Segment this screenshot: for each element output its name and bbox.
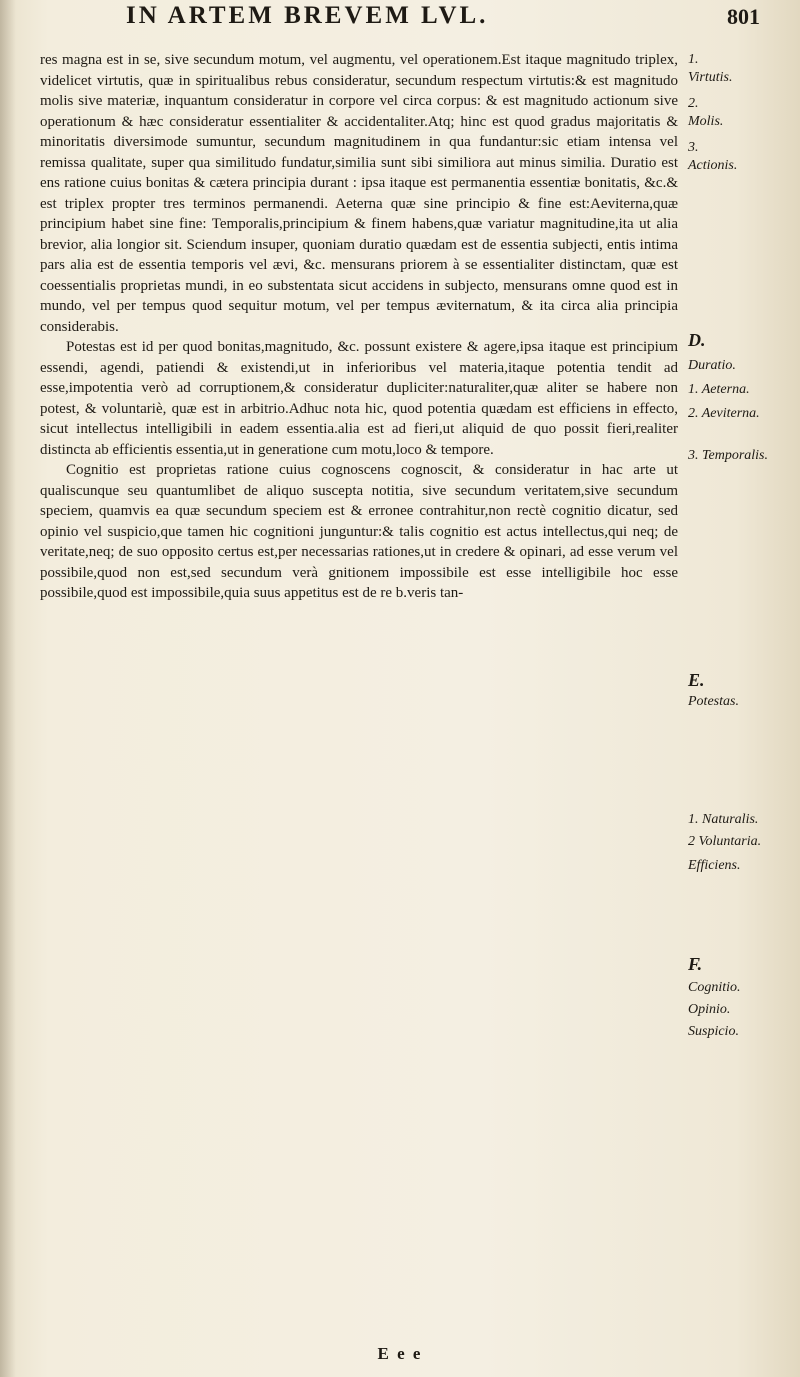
margin-note-aeviterna: 2. Aeviterna. [688, 406, 760, 421]
margin-note-suspicio: Suspicio. [688, 1024, 739, 1039]
margin-note-letter-d: D. [688, 330, 706, 350]
body-text [40, 50, 678, 1360]
margin-note-duratio: Duratio. [688, 358, 736, 373]
margin-note-naturalis: 1. Naturalis. [688, 812, 759, 827]
margin-note-aeterna: 1. Aeterna. [688, 382, 750, 397]
signature-mark: E e e [377, 1344, 423, 1363]
margin-note-efficiens: Efficiens. [688, 858, 741, 873]
gutter-shadow [0, 0, 16, 1377]
page-number: 801 [727, 4, 760, 29]
margin-note-potestas: Potestas. [688, 694, 739, 709]
margin-note-actionis: Actionis. [688, 158, 738, 173]
margin-note-number: 1. [688, 52, 699, 67]
margin-note-virtutis: Virtutis. [688, 70, 733, 85]
margin-notes [688, 50, 792, 1350]
paragraph-duratio: res magna est in se, sive secundum motum, vel augmentu, vel operationem.Est itaque magnitudo triplex, videlicet virtutis, quæ in spiritualibus rebus consideratur, secundum respectum virtutis:& est magnitudo molis sive materiæ, inquantum consideratur in corpore vel circa corpus: & est magnitudo actionum sive operationum & hæc consideratur essentialiter & accidentaliter.Atq; hinc est quod gradus majoritatis & minoritatis diversimode sumuntur, secundum magnitudinem in qua fundantur:sic etiam intensa vel remissa qualitate, super qua similitudo fundatur,similia sunt sibi similiora aut minus similia. Duratio est ens ratione cuius bonitas & cætera principia durant : ipsa itaque est permanentia essentiæ bonitatis, &c.& est triplex propter tres terminos permanendi. Aeterna quæ sine principio & fine est:Aeviterna,quæ principium habet sine fine: Temporalis,principium & finem habens,quæ variatur magnitudine,ita ut alia brevior, alia longior sit. Sciendum insuper, quoniam duratio quædam est de essentia subjecti, entis intima pars alia est de essentia temporis vel ævi, &c. mensurans priorem à se essentialiter distinctam, quæ est coessentialis proprietas mundi, in eo substentata sicut accidens in subjecto, mensurans omne quod est in mundo, vel per tempus quod sequitur motum, vel per tempus æviternatum, & ita circa alia principia considerabis. [40, 52, 678, 335]
margin-note-number: 2. [688, 96, 699, 111]
margin-note-number: 3. [688, 140, 699, 155]
running-head: IN ARTEM BREVEM LVL. [126, 2, 489, 29]
margin-note-opinio: Opinio. [688, 1002, 731, 1017]
margin-note-voluntaria: 2 Voluntaria. [688, 834, 762, 849]
page-header [40, 2, 760, 36]
paragraph-cognitio: Cognitio est proprietas ratione cuius cognoscens cognoscit, & consideratur in hac arte ut qualiscunque seu quantumlibet de aliquo suscepta notitia, sive secundum veritatem,sive secundum speciem, quamvis ea quæ secundum speciem est & erronee contrahitur,non rectè cognitio dicatur, sed opinio vel suspicio,que tamen hic cognitioni junguntur:& talis cognitio est actus intellectus,qui neq; de veritate,neq; de suo opposito certus est,per necessarias rationes,ut in credere & opinari, ad esse verum vel possibile,quod non est,sed secundum verà gnitionem impossibile est esse intelligibile hoc esse possibile,quod est impossibile,quia suus appetitus est de re b.veris tan- [40, 462, 678, 601]
margin-note-letter-e: E. [688, 670, 705, 690]
paragraph-potestas: Potestas est id per quod bonitas,magnitudo, &c. possunt existere & agere,ipsa itaque est principium essendi, agendi, patiendi & existendi,ut in inferioribus vel materia,itaque potentia tendit ad esse,impotentia verò ad corruptionem,& consideratur dupliciter:naturaliter,quæ aliter se habere non potest, & voluntariè, quæ est in arbitrio.Adhuc nota hic, quod potentia quædam est efficiens in effecto, sicut intellectus intelligibili in eadem essentia.alia est ad fieri,ut aliquid de quo possit fieri,realiter distincta ab efficientis essentia,ut in generatione cum motu,loco & tempore. [40, 339, 678, 458]
margin-note-letter-f: F. [688, 954, 703, 974]
margin-note-temporalis: 3. Temporalis. [688, 448, 769, 463]
margin-note-molis: Molis. [688, 114, 724, 129]
margin-note-cognitio: Cognitio. [688, 980, 741, 995]
